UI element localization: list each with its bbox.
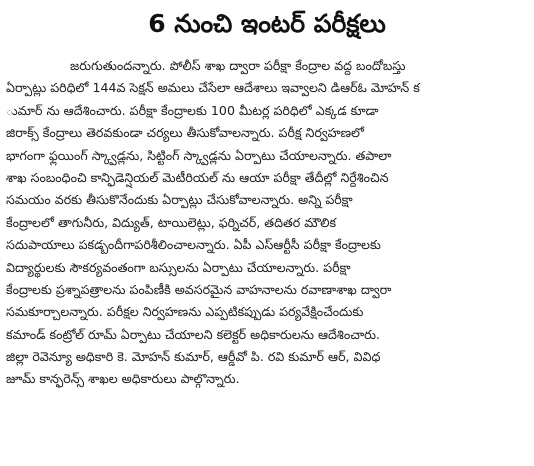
article-line: సదుపాయాలు పకడ్బందీగాపరిశీలించాలన్నారు. ఏపీ ఎస్ఆర్టీసీ పరీక్షా కేంద్రాలకు (6, 237, 381, 253)
article-line: జిరాక్స్ కేంద్రాలు తెరవకుండా చర్యలు తీసుకోవాలన్నారు. పరీక్ష నిర్వహణలో (6, 125, 364, 141)
article-line: జూమ్ కాన్ఫరెన్స్ శాఖల అధికారులు పాల్గొన్నారు. (6, 371, 240, 387)
article-line: సమయం వరకు తీసుకొనేందుకు ఏర్పాట్లు చేసుకోవాలన్నారు. అన్ని పరీక్షా (6, 192, 353, 208)
article-line: భాగంగా ఫ్లయింగ్ స్క్వాడ్లను, సిట్టింగ్ స్క్వాడ్లను ఏర్పాటు చేయాలన్నారు. తపాలా (6, 147, 392, 163)
article-headline: 6 నుంచి ఇంటర్ పరీక్షలు (148, 9, 386, 38)
article-line: సమకూర్చాలన్నారు. పరీక్షల నిర్వహణను ఎప్పటికప్పుడు పర్యవేక్షించేందుకు (6, 304, 364, 320)
article-body (6, 55, 532, 391)
article-line: ుమార్ ను ఆదేశించారు. పరీక్షా కేంద్రాలకు 100 మీటర్ల పరిధిలో ఎక్కడ కూడా (6, 102, 379, 118)
article-line: విద్యార్థులకు సౌకర్యవంతంగా బస్సులను ఏర్పాటు చేయాలన్నారు. పరీక్షా (6, 259, 351, 275)
article-line: జిల్లా రెవెన్యూ అధికారి కె. మోహన్ కుమార్, ఆర్డీవో పి. రవి కుమార్ ఆర్, వివిధ (6, 349, 381, 365)
article-line: కేంద్రాలకు ప్రశ్నాపత్రాలను పంపిణీకి అవసరమైన వాహనాలను రవాణాశాఖ ద్వారా (6, 281, 392, 297)
article-line: ఏర్పాట్లు పరిధిలో 144వ సెక్షన్ అమలు చేసేలా ఆదేశాలు ఇవ్వాలని డిఆర్ఓ మోహన్ క (6, 80, 420, 96)
article-line: జరుగుతుందన్నారు. పోలీస్ శాఖ ద్వారా పరీక్షా కేంద్రాల వద్ద బందోబస్తు (70, 58, 406, 73)
article-line: శాఖ సంబంధించి కాన్ఫిడెన్షియల్ మెటీరియల్ ను ఆయా పరీక్షా తేదీల్లో నిర్దేశించిన (6, 169, 389, 185)
article-line: కేంద్రాలలో తాగునీరు, విద్యుత్, టాయిలెట్లు, ఫర్నిచర్, తదితర మౌలిక (6, 214, 337, 230)
article-line: కమాండ్ కంట్రోల్ రూమ్ ఏర్పాటు చేయాలని కలెక్టర్ అధికారులను ఆదేశించారు. (6, 326, 380, 342)
